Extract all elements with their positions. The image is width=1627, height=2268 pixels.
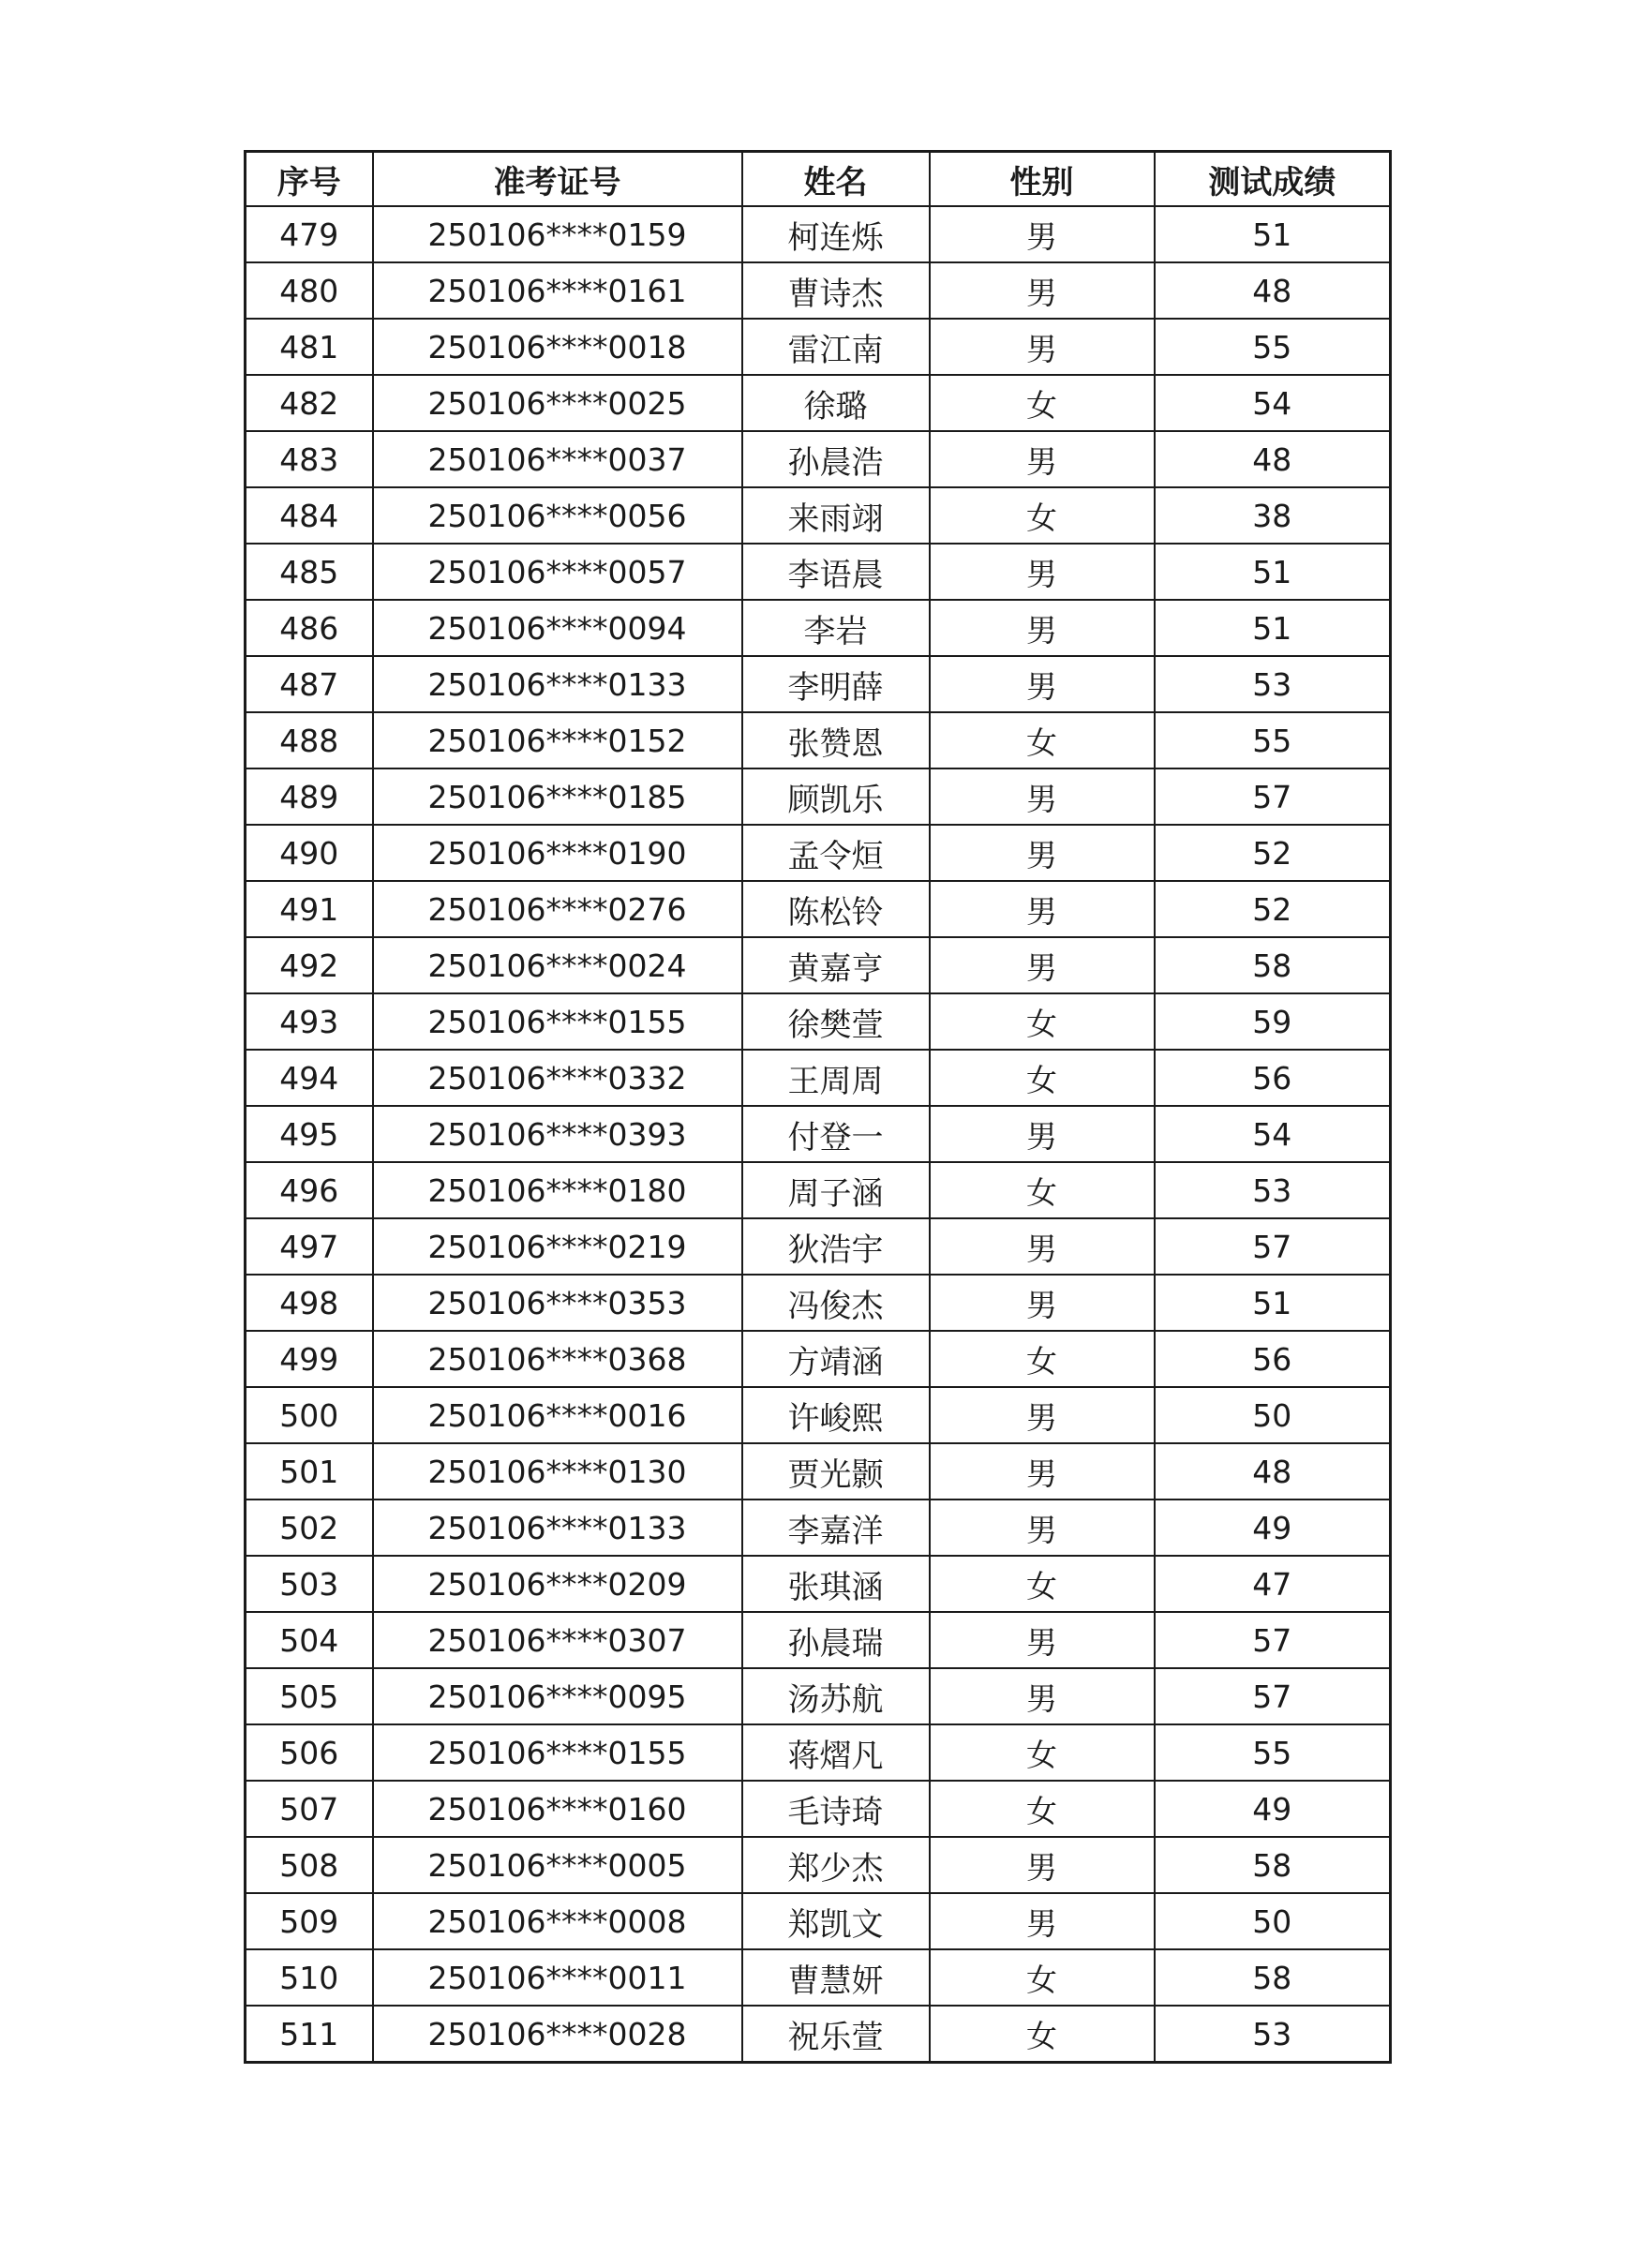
cell-score: 54 xyxy=(1155,375,1391,431)
cell-seq: 502 xyxy=(246,1500,373,1556)
cell-name: 张赞恩 xyxy=(742,712,930,768)
cell-name: 郑少杰 xyxy=(742,1837,930,1893)
cell-name: 徐樊萱 xyxy=(742,993,930,1050)
cell-name: 冯俊杰 xyxy=(742,1275,930,1331)
cell-exam-id: 250106****0155 xyxy=(373,1724,742,1781)
cell-gender: 女 xyxy=(930,1781,1155,1837)
cell-exam-id: 250106****0209 xyxy=(373,1556,742,1612)
cell-exam-id: 250106****0094 xyxy=(373,600,742,656)
cell-seq: 509 xyxy=(246,1893,373,1949)
cell-score: 48 xyxy=(1155,262,1391,319)
cell-seq: 503 xyxy=(246,1556,373,1612)
cell-name: 蒋熠凡 xyxy=(742,1724,930,1781)
table-row xyxy=(246,656,1391,712)
table-row xyxy=(246,825,1391,881)
cell-seq: 493 xyxy=(246,993,373,1050)
cell-score: 53 xyxy=(1155,656,1391,712)
table-row xyxy=(246,1106,1391,1162)
score-table xyxy=(244,150,1392,2064)
cell-seq: 495 xyxy=(246,1106,373,1162)
cell-exam-id: 250106****0190 xyxy=(373,825,742,881)
cell-score: 56 xyxy=(1155,1050,1391,1106)
cell-gender: 男 xyxy=(930,1106,1155,1162)
cell-seq: 508 xyxy=(246,1837,373,1893)
cell-gender: 男 xyxy=(930,319,1155,375)
table-row xyxy=(246,1443,1391,1500)
cell-seq: 505 xyxy=(246,1668,373,1724)
cell-score: 58 xyxy=(1155,1949,1391,2006)
cell-gender: 男 xyxy=(930,1275,1155,1331)
cell-exam-id: 250106****0028 xyxy=(373,2006,742,2063)
cell-seq: 486 xyxy=(246,600,373,656)
cell-exam-id: 250106****0024 xyxy=(373,937,742,993)
cell-gender: 女 xyxy=(930,712,1155,768)
cell-name: 郑凯文 xyxy=(742,1893,930,1949)
cell-name: 黄嘉亨 xyxy=(742,937,930,993)
cell-seq: 507 xyxy=(246,1781,373,1837)
cell-name: 曹诗杰 xyxy=(742,262,930,319)
cell-score: 57 xyxy=(1155,1218,1391,1275)
cell-name: 陈松铃 xyxy=(742,881,930,937)
cell-gender: 男 xyxy=(930,600,1155,656)
cell-score: 50 xyxy=(1155,1387,1391,1443)
cell-score: 53 xyxy=(1155,2006,1391,2063)
table-row xyxy=(246,1331,1391,1387)
cell-name: 付登一 xyxy=(742,1106,930,1162)
cell-gender: 男 xyxy=(930,1612,1155,1668)
cell-score: 54 xyxy=(1155,1106,1391,1162)
cell-name: 张琪涵 xyxy=(742,1556,930,1612)
cell-name: 顾凯乐 xyxy=(742,768,930,825)
cell-name: 李嘉洋 xyxy=(742,1500,930,1556)
cell-name: 李明薛 xyxy=(742,656,930,712)
cell-score: 52 xyxy=(1155,881,1391,937)
cell-gender: 男 xyxy=(930,1668,1155,1724)
header-exam-id: 准考证号 xyxy=(373,152,742,207)
cell-score: 59 xyxy=(1155,993,1391,1050)
cell-name: 徐璐 xyxy=(742,375,930,431)
cell-gender: 女 xyxy=(930,375,1155,431)
cell-gender: 男 xyxy=(930,431,1155,487)
table-row xyxy=(246,600,1391,656)
cell-score: 57 xyxy=(1155,1612,1391,1668)
cell-gender: 女 xyxy=(930,1556,1155,1612)
cell-exam-id: 250106****0152 xyxy=(373,712,742,768)
cell-seq: 485 xyxy=(246,544,373,600)
header-row xyxy=(246,152,1391,207)
cell-score: 51 xyxy=(1155,1275,1391,1331)
table-row xyxy=(246,1612,1391,1668)
cell-gender: 男 xyxy=(930,1893,1155,1949)
cell-seq: 488 xyxy=(246,712,373,768)
cell-gender: 男 xyxy=(930,544,1155,600)
table-row xyxy=(246,937,1391,993)
cell-score: 52 xyxy=(1155,825,1391,881)
cell-name: 祝乐萱 xyxy=(742,2006,930,2063)
cell-score: 58 xyxy=(1155,1837,1391,1893)
table-row xyxy=(246,1837,1391,1893)
table-row xyxy=(246,375,1391,431)
cell-name: 周子涵 xyxy=(742,1162,930,1218)
cell-seq: 511 xyxy=(246,2006,373,2063)
cell-name: 雷江南 xyxy=(742,319,930,375)
cell-name: 毛诗琦 xyxy=(742,1781,930,1837)
cell-gender: 男 xyxy=(930,206,1155,262)
table-row xyxy=(246,1050,1391,1106)
table-row xyxy=(246,319,1391,375)
cell-seq: 500 xyxy=(246,1387,373,1443)
cell-exam-id: 250106****0368 xyxy=(373,1331,742,1387)
cell-exam-id: 250106****0016 xyxy=(373,1387,742,1443)
table-row xyxy=(246,1781,1391,1837)
table-row xyxy=(246,1387,1391,1443)
cell-seq: 499 xyxy=(246,1331,373,1387)
cell-name: 孟令烜 xyxy=(742,825,930,881)
cell-exam-id: 250106****0159 xyxy=(373,206,742,262)
cell-seq: 491 xyxy=(246,881,373,937)
cell-seq: 498 xyxy=(246,1275,373,1331)
cell-exam-id: 250106****0276 xyxy=(373,881,742,937)
table-row xyxy=(246,1275,1391,1331)
cell-name: 汤苏航 xyxy=(742,1668,930,1724)
cell-name: 许峻熙 xyxy=(742,1387,930,1443)
cell-score: 51 xyxy=(1155,600,1391,656)
table-row xyxy=(246,712,1391,768)
cell-gender: 男 xyxy=(930,1443,1155,1500)
cell-exam-id: 250106****0219 xyxy=(373,1218,742,1275)
cell-name: 王周周 xyxy=(742,1050,930,1106)
table-row xyxy=(246,1556,1391,1612)
cell-score: 49 xyxy=(1155,1500,1391,1556)
cell-gender: 男 xyxy=(930,656,1155,712)
cell-score: 48 xyxy=(1155,1443,1391,1500)
cell-gender: 男 xyxy=(930,262,1155,319)
cell-score: 55 xyxy=(1155,1724,1391,1781)
cell-score: 50 xyxy=(1155,1893,1391,1949)
table-row xyxy=(246,993,1391,1050)
table-row xyxy=(246,206,1391,262)
table-row xyxy=(246,768,1391,825)
cell-score: 57 xyxy=(1155,1668,1391,1724)
cell-score: 58 xyxy=(1155,937,1391,993)
table-row xyxy=(246,544,1391,600)
cell-exam-id: 250106****0161 xyxy=(373,262,742,319)
cell-exam-id: 250106****0133 xyxy=(373,1500,742,1556)
cell-seq: 490 xyxy=(246,825,373,881)
cell-name: 曹慧妍 xyxy=(742,1949,930,2006)
cell-score: 55 xyxy=(1155,712,1391,768)
table-row xyxy=(246,881,1391,937)
cell-gender: 男 xyxy=(930,1387,1155,1443)
cell-exam-id: 250106****0155 xyxy=(373,993,742,1050)
cell-seq: 481 xyxy=(246,319,373,375)
cell-gender: 男 xyxy=(930,768,1155,825)
cell-gender: 女 xyxy=(930,1050,1155,1106)
table-row xyxy=(246,1218,1391,1275)
cell-seq: 484 xyxy=(246,487,373,544)
cell-exam-id: 250106****0160 xyxy=(373,1781,742,1837)
cell-name: 李岩 xyxy=(742,600,930,656)
table-row xyxy=(246,1500,1391,1556)
cell-score: 49 xyxy=(1155,1781,1391,1837)
table-row xyxy=(246,1668,1391,1724)
cell-exam-id: 250106****0056 xyxy=(373,487,742,544)
cell-exam-id: 250106****0307 xyxy=(373,1612,742,1668)
cell-name: 孙晨浩 xyxy=(742,431,930,487)
table-row xyxy=(246,262,1391,319)
cell-seq: 482 xyxy=(246,375,373,431)
cell-seq: 480 xyxy=(246,262,373,319)
cell-gender: 女 xyxy=(930,993,1155,1050)
cell-exam-id: 250106****0130 xyxy=(373,1443,742,1500)
cell-seq: 504 xyxy=(246,1612,373,1668)
cell-gender: 女 xyxy=(930,1949,1155,2006)
cell-seq: 501 xyxy=(246,1443,373,1500)
cell-seq: 487 xyxy=(246,656,373,712)
table-row xyxy=(246,487,1391,544)
table-header xyxy=(246,152,1391,207)
cell-name: 孙晨瑞 xyxy=(742,1612,930,1668)
cell-gender: 女 xyxy=(930,2006,1155,2063)
table-row xyxy=(246,1724,1391,1781)
cell-exam-id: 250106****0180 xyxy=(373,1162,742,1218)
cell-score: 53 xyxy=(1155,1162,1391,1218)
cell-exam-id: 250106****0008 xyxy=(373,1893,742,1949)
cell-name: 贾光颢 xyxy=(742,1443,930,1500)
cell-score: 56 xyxy=(1155,1331,1391,1387)
cell-name: 狄浩宇 xyxy=(742,1218,930,1275)
header-name: 姓名 xyxy=(742,152,930,207)
cell-exam-id: 250106****0005 xyxy=(373,1837,742,1893)
cell-exam-id: 250106****0133 xyxy=(373,656,742,712)
cell-name: 来雨翊 xyxy=(742,487,930,544)
cell-gender: 女 xyxy=(930,1724,1155,1781)
cell-gender: 男 xyxy=(930,881,1155,937)
cell-seq: 479 xyxy=(246,206,373,262)
cell-gender: 男 xyxy=(930,937,1155,993)
cell-score: 57 xyxy=(1155,768,1391,825)
cell-gender: 女 xyxy=(930,487,1155,544)
cell-score: 55 xyxy=(1155,319,1391,375)
cell-gender: 女 xyxy=(930,1162,1155,1218)
cell-score: 38 xyxy=(1155,487,1391,544)
cell-seq: 496 xyxy=(246,1162,373,1218)
header-seq: 序号 xyxy=(246,152,373,207)
cell-score: 51 xyxy=(1155,206,1391,262)
cell-seq: 492 xyxy=(246,937,373,993)
table-row xyxy=(246,431,1391,487)
table-row xyxy=(246,2006,1391,2063)
cell-gender: 男 xyxy=(930,1837,1155,1893)
cell-name: 方靖涵 xyxy=(742,1331,930,1387)
cell-exam-id: 250106****0011 xyxy=(373,1949,742,2006)
cell-exam-id: 250106****0037 xyxy=(373,431,742,487)
cell-name: 李语晨 xyxy=(742,544,930,600)
cell-exam-id: 250106****0025 xyxy=(373,375,742,431)
table-row xyxy=(246,1893,1391,1949)
cell-exam-id: 250106****0332 xyxy=(373,1050,742,1106)
header-gender: 性别 xyxy=(930,152,1155,207)
cell-seq: 510 xyxy=(246,1949,373,2006)
cell-name: 柯连烁 xyxy=(742,206,930,262)
cell-seq: 506 xyxy=(246,1724,373,1781)
cell-gender: 男 xyxy=(930,1218,1155,1275)
cell-score: 47 xyxy=(1155,1556,1391,1612)
cell-score: 48 xyxy=(1155,431,1391,487)
table-row xyxy=(246,1949,1391,2006)
cell-exam-id: 250106****0095 xyxy=(373,1668,742,1724)
cell-seq: 489 xyxy=(246,768,373,825)
table-body xyxy=(246,206,1391,2063)
cell-exam-id: 250106****0057 xyxy=(373,544,742,600)
cell-score: 51 xyxy=(1155,544,1391,600)
cell-exam-id: 250106****0393 xyxy=(373,1106,742,1162)
cell-seq: 494 xyxy=(246,1050,373,1106)
cell-exam-id: 250106****0018 xyxy=(373,319,742,375)
cell-seq: 483 xyxy=(246,431,373,487)
header-score: 测试成绩 xyxy=(1155,152,1391,207)
table-row xyxy=(246,1162,1391,1218)
cell-exam-id: 250106****0185 xyxy=(373,768,742,825)
cell-gender: 男 xyxy=(930,1500,1155,1556)
cell-gender: 女 xyxy=(930,1331,1155,1387)
cell-gender: 男 xyxy=(930,825,1155,881)
cell-exam-id: 250106****0353 xyxy=(373,1275,742,1331)
cell-seq: 497 xyxy=(246,1218,373,1275)
